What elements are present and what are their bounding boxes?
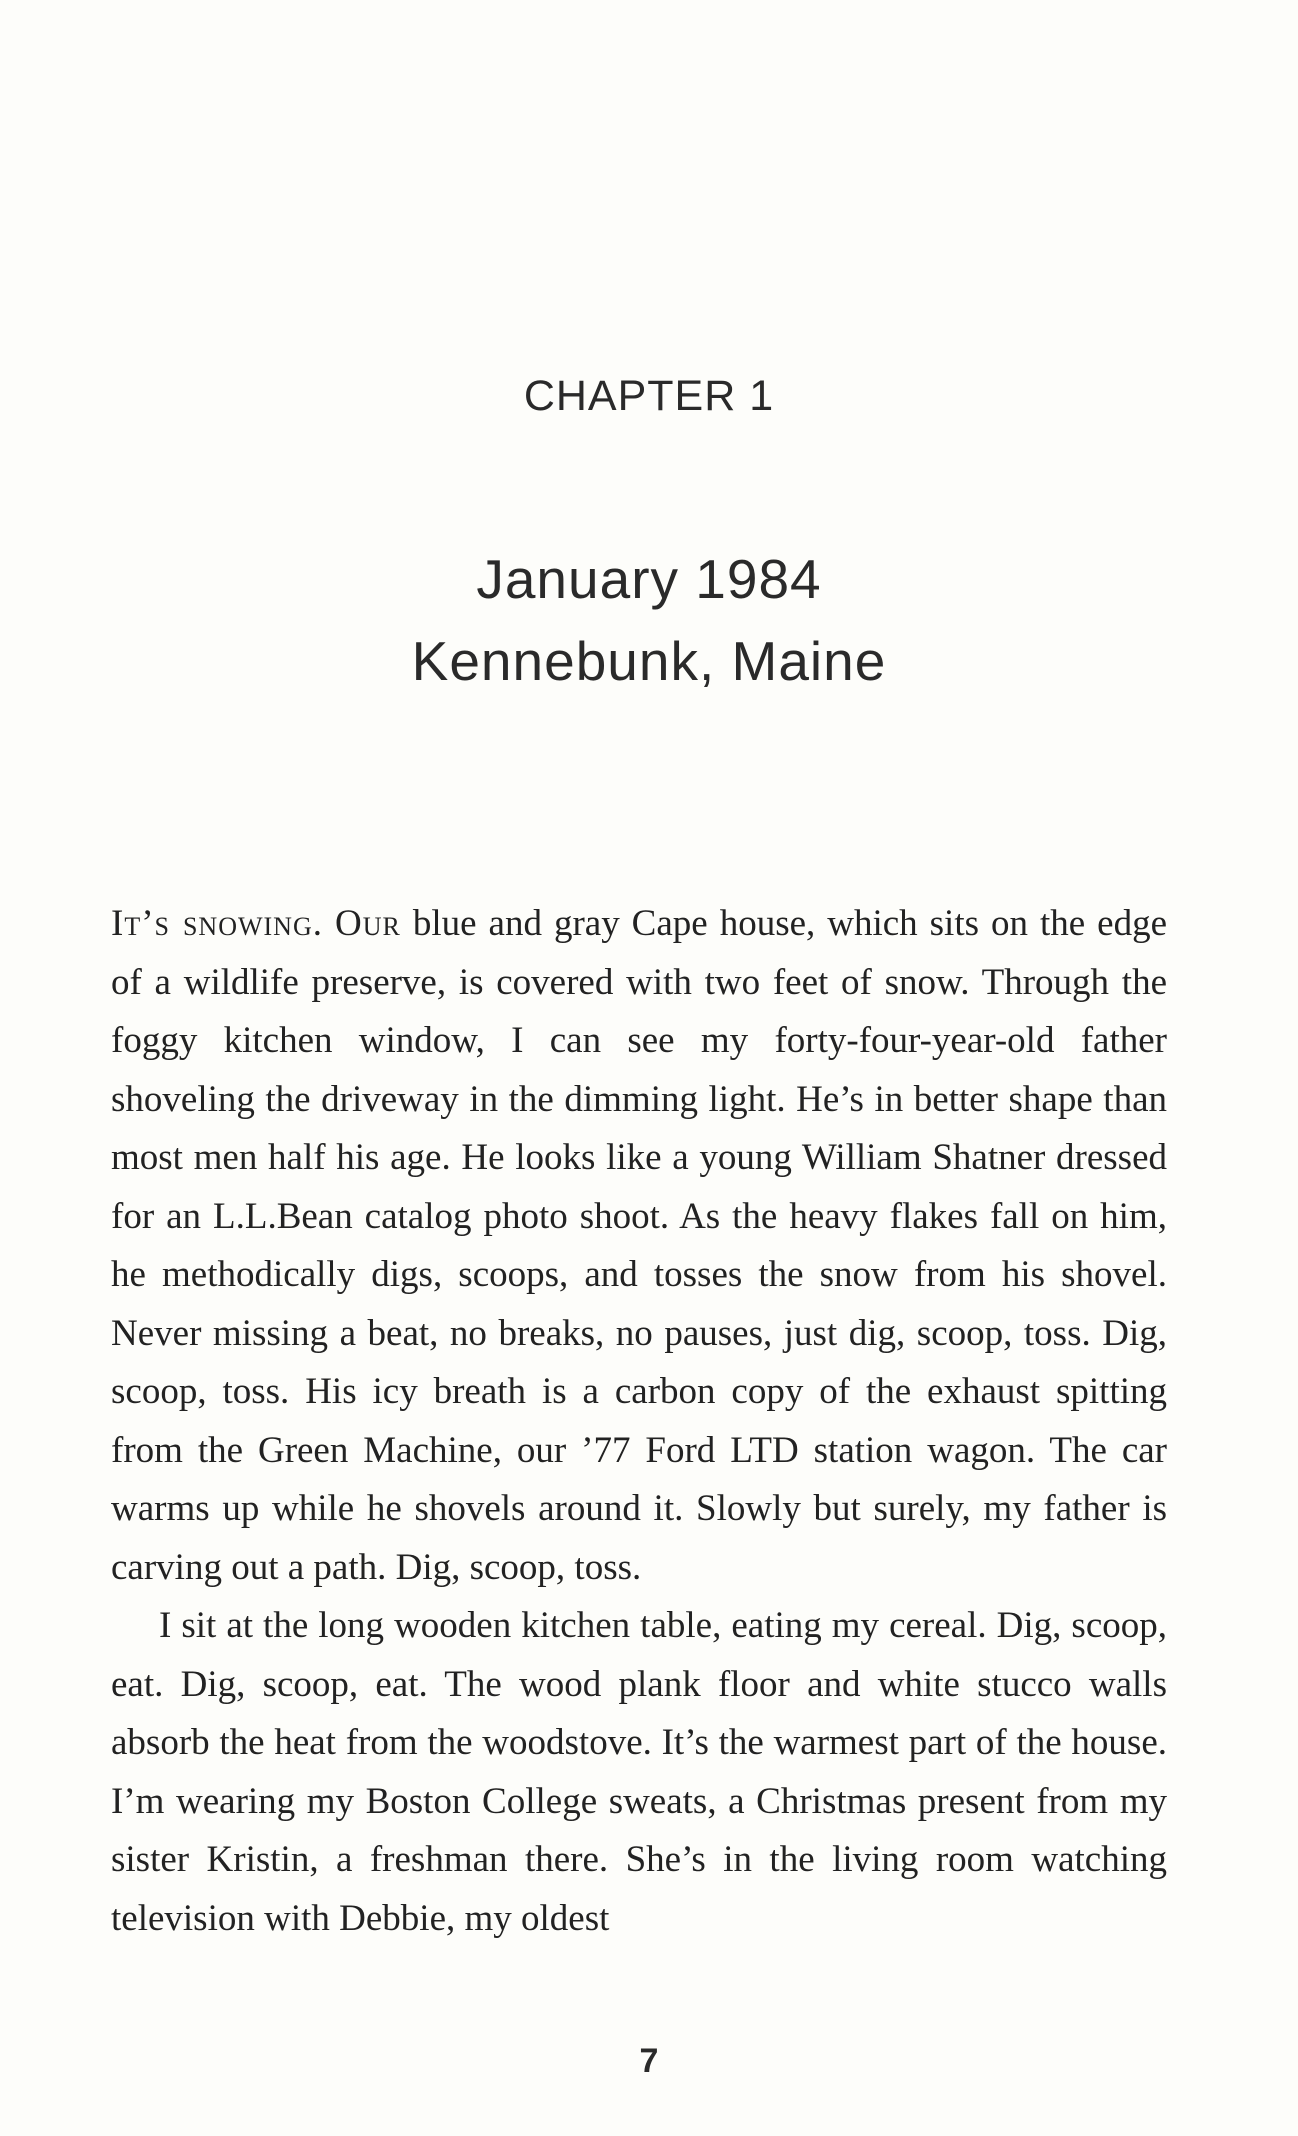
page-number: 7 [639,2042,659,2080]
paragraph-1 [111,895,1167,1597]
chapter-title [0,538,1298,702]
body-text [111,895,1167,1948]
chapter-title-date: January 1984 [476,548,822,610]
paragraph-1-lead-word: Our [335,903,401,944]
chapter-label: CHAPTER 1 [523,372,775,420]
chapter-title-place: Kennebunk, Maine [411,630,887,692]
paragraph-1-text: blue and gray Cape house, which sits on the edge of a wildlife preserve, is covered with two feet of snow. Through the foggy kitchen window, I can see my forty-four-year-old father shoveling the driveway in the dimming light. He’s in better shape than most men half his age. He looks like a young William Shatner dressed for an L.L.Bean catalog photo shoot. As the heavy flakes fall on him, he methodically digs, scoops, and tosses the snow from his shovel. Never missing a beat, no breaks, no pauses, just dig, scoop, toss. Dig, scoop, toss. His icy breath is a carbon copy of the exhaust spitting from the Green Machine, our ’77 Ford LTD station wagon. The car warms up while he shovels around it. Slowly but surely, my father is carving out a path. Dig, scoop, toss. [111,903,1168,1588]
paragraph-1-lead: It’s snowing. [111,903,323,944]
paragraph-2: I sit at the long wooden kitchen table, eating my cereal. Dig, scoop, eat. Dig, scoop, eat. The wood plank floor and white stucco walls absorb the heat from the woodstove. It’s the warmest part of the house. I’m wearing my Boston College sweats, a Christmas present from my sister Kristin, a freshman there. She’s in the living room watching television with Debbie, my oldest [111,1605,1167,1939]
